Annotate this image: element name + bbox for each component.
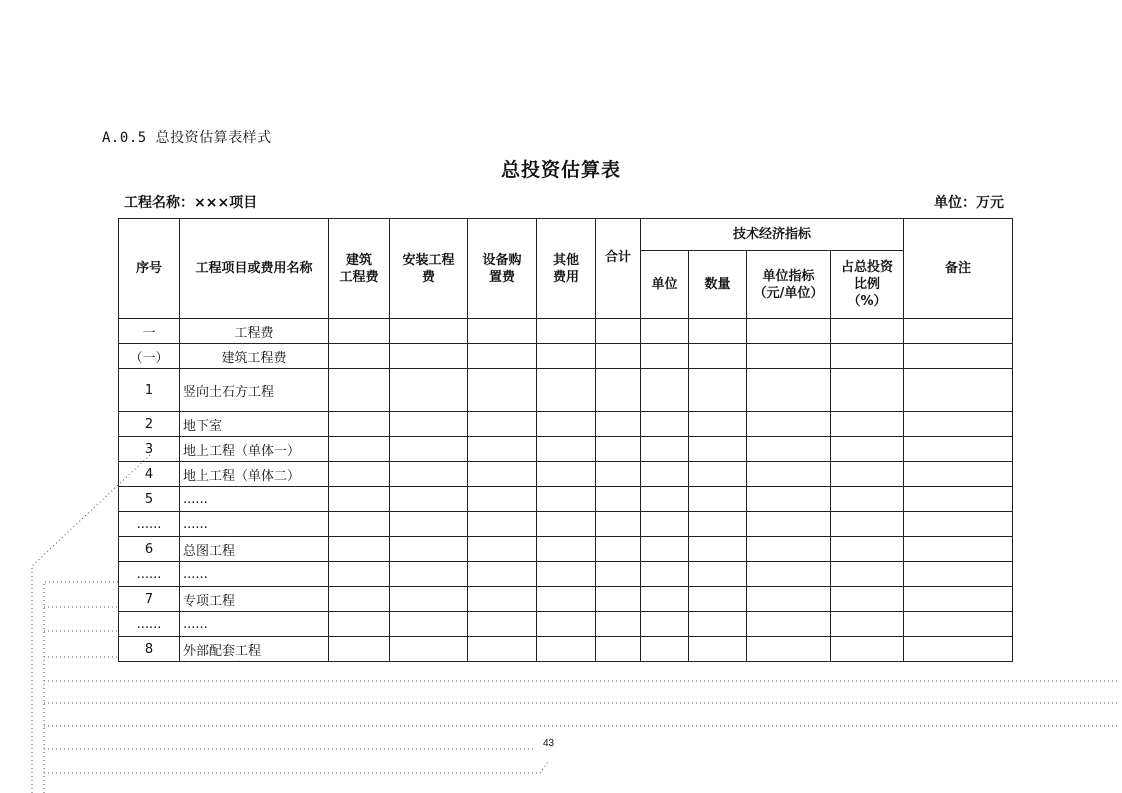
cell-other-cost [537, 612, 596, 637]
cell-equipment-cost [468, 562, 537, 587]
cell-unit-index [747, 412, 831, 437]
cell-investment-ratio [831, 344, 904, 369]
header-unit-index-text: 单位指标 （元/单位） [753, 268, 824, 301]
cell-unit [641, 537, 689, 562]
cell-installation-cost [390, 319, 468, 344]
cell-other-cost [537, 369, 596, 412]
cell-seq: 3 [119, 437, 180, 462]
cell-other-cost [537, 344, 596, 369]
cell-total [596, 612, 641, 637]
header-unit: 单位 [641, 251, 689, 319]
header-quantity: 数量 [689, 251, 747, 319]
header-tech-econ-indicators: 技术经济指标 [641, 219, 904, 251]
header-construction-cost [329, 219, 390, 319]
cell-total [596, 537, 641, 562]
cell-quantity [689, 512, 747, 537]
cell-investment-ratio [831, 369, 904, 412]
cell-item-name: 专项工程 [180, 587, 329, 612]
cell-remarks [904, 412, 1013, 437]
cell-unit [641, 437, 689, 462]
table-row [119, 537, 1013, 562]
cell-total [596, 562, 641, 587]
cell-seq: 5 [119, 487, 180, 512]
unit-label: 单位：万元 [934, 195, 1004, 211]
table-row [119, 562, 1013, 587]
cell-investment-ratio [831, 612, 904, 637]
cell-seq: 2 [119, 412, 180, 437]
cell-seq: 7 [119, 587, 180, 612]
cell-construction-cost [329, 487, 390, 512]
header-installation-cost [390, 219, 468, 319]
cell-unit-index [747, 437, 831, 462]
cell-equipment-cost [468, 587, 537, 612]
cell-total [596, 412, 641, 437]
cell-equipment-cost [468, 437, 537, 462]
cell-item-name: 总图工程 [180, 537, 329, 562]
cell-quantity [689, 637, 747, 662]
header-item-name: 工程项目或费用名称 [180, 219, 329, 319]
cell-unit-index [747, 344, 831, 369]
table-row [119, 319, 1013, 344]
cell-unit-index [747, 637, 831, 662]
cell-unit [641, 587, 689, 612]
cell-investment-ratio [831, 412, 904, 437]
cell-unit-index [747, 487, 831, 512]
header-construction-cost-text: 建筑 工程费 [339, 252, 379, 285]
cell-remarks [904, 437, 1013, 462]
cell-total [596, 437, 641, 462]
cell-unit-index [747, 319, 831, 344]
cell-remarks [904, 319, 1013, 344]
cell-item-name: ...... [180, 612, 329, 637]
cell-remarks [904, 537, 1013, 562]
cell-unit-index [747, 512, 831, 537]
cell-construction-cost [329, 512, 390, 537]
cell-installation-cost [390, 612, 468, 637]
cell-other-cost [537, 462, 596, 487]
cell-unit [641, 412, 689, 437]
document-title: 总投资估算表 [500, 159, 621, 181]
cell-investment-ratio [831, 637, 904, 662]
cell-seq: （一） [119, 344, 180, 369]
cell-item-name: 地下室 [180, 412, 329, 437]
header-total: 合计 [596, 219, 641, 319]
cell-construction-cost [329, 612, 390, 637]
table-body [119, 319, 1013, 662]
cell-installation-cost [390, 369, 468, 412]
section-heading: A.0.5 总投资估算表样式 [102, 130, 272, 146]
cell-investment-ratio [831, 537, 904, 562]
cell-equipment-cost [468, 612, 537, 637]
header-investment-ratio [831, 251, 904, 319]
cell-investment-ratio [831, 512, 904, 537]
header-equipment-cost [468, 219, 537, 319]
cell-other-cost [537, 487, 596, 512]
cell-remarks [904, 512, 1013, 537]
cell-item-name: 建筑工程费 [180, 344, 329, 369]
cell-remarks [904, 637, 1013, 662]
cell-unit [641, 637, 689, 662]
cell-seq: 一 [119, 319, 180, 344]
cell-item-name: 竖向土石方工程 [180, 369, 329, 412]
cell-equipment-cost [468, 512, 537, 537]
cell-quantity [689, 319, 747, 344]
cell-total [596, 462, 641, 487]
cell-quantity [689, 437, 747, 462]
cell-installation-cost [390, 437, 468, 462]
cell-quantity [689, 412, 747, 437]
cell-installation-cost [390, 537, 468, 562]
cell-unit-index [747, 562, 831, 587]
cell-equipment-cost [468, 537, 537, 562]
cell-unit [641, 344, 689, 369]
cell-seq: 6 [119, 537, 180, 562]
cell-quantity [689, 462, 747, 487]
cell-item-name: 地上工程（单体二） [180, 462, 329, 487]
cell-remarks [904, 487, 1013, 512]
cell-remarks [904, 462, 1013, 487]
table-row [119, 587, 1013, 612]
page-number: 43 [543, 738, 555, 749]
cell-equipment-cost [468, 412, 537, 437]
cell-other-cost [537, 412, 596, 437]
cell-total [596, 319, 641, 344]
table-row [119, 369, 1013, 412]
cell-investment-ratio [831, 587, 904, 612]
cell-construction-cost [329, 319, 390, 344]
cell-quantity [689, 587, 747, 612]
cell-quantity [689, 487, 747, 512]
cell-equipment-cost [468, 487, 537, 512]
cell-seq: 8 [119, 637, 180, 662]
cell-equipment-cost [468, 344, 537, 369]
cell-remarks [904, 562, 1013, 587]
cell-remarks [904, 612, 1013, 637]
cell-other-cost [537, 319, 596, 344]
cell-construction-cost [329, 437, 390, 462]
table-row [119, 344, 1013, 369]
cell-other-cost [537, 537, 596, 562]
cell-unit-index [747, 462, 831, 487]
table-row [119, 512, 1013, 537]
cell-unit [641, 369, 689, 412]
cell-unit-index [747, 612, 831, 637]
cell-other-cost [537, 587, 596, 612]
cell-investment-ratio [831, 319, 904, 344]
cell-item-name: ...... [180, 487, 329, 512]
cell-unit [641, 562, 689, 587]
cell-investment-ratio [831, 562, 904, 587]
cell-construction-cost [329, 412, 390, 437]
cell-unit [641, 319, 689, 344]
header-seq: 序号 [119, 219, 180, 319]
cell-unit-index [747, 369, 831, 412]
cell-quantity [689, 562, 747, 587]
table-row [119, 637, 1013, 662]
cell-other-cost [537, 512, 596, 537]
cell-remarks [904, 587, 1013, 612]
header-unit-index [747, 251, 831, 319]
cell-total [596, 512, 641, 537]
cell-other-cost [537, 637, 596, 662]
header-equipment-cost-text: 设备购 置费 [482, 252, 522, 285]
cell-remarks [904, 344, 1013, 369]
cell-item-name: 外部配套工程 [180, 637, 329, 662]
cell-installation-cost [390, 512, 468, 537]
cell-unit-index [747, 587, 831, 612]
cell-installation-cost [390, 637, 468, 662]
cell-quantity [689, 369, 747, 412]
investment-estimate-table [118, 218, 1013, 662]
table-row [119, 412, 1013, 437]
cell-seq: 4 [119, 462, 180, 487]
cell-unit [641, 487, 689, 512]
header-remarks: 备注 [904, 219, 1013, 319]
header-other-cost [537, 219, 596, 319]
cell-investment-ratio [831, 462, 904, 487]
cell-seq: ...... [119, 562, 180, 587]
cell-unit [641, 612, 689, 637]
cell-construction-cost [329, 587, 390, 612]
cell-installation-cost [390, 487, 468, 512]
cell-seq: 1 [119, 369, 180, 412]
cell-seq: ...... [119, 512, 180, 537]
cell-unit-index [747, 537, 831, 562]
cell-equipment-cost [468, 369, 537, 412]
cell-installation-cost [390, 587, 468, 612]
header-installation-cost-text: 安装工程 费 [402, 252, 455, 285]
cell-other-cost [537, 562, 596, 587]
header-investment-ratio-text: 占总投资 比例 （%） [841, 260, 894, 309]
cell-total [596, 344, 641, 369]
cell-installation-cost [390, 562, 468, 587]
cell-quantity [689, 344, 747, 369]
cell-quantity [689, 537, 747, 562]
cell-construction-cost [329, 344, 390, 369]
cell-installation-cost [390, 462, 468, 487]
cell-construction-cost [329, 537, 390, 562]
cell-quantity [689, 612, 747, 637]
cell-total [596, 369, 641, 412]
cell-other-cost [537, 437, 596, 462]
table-row [119, 462, 1013, 487]
cell-item-name: 工程费 [180, 319, 329, 344]
cell-equipment-cost [468, 462, 537, 487]
cell-investment-ratio [831, 437, 904, 462]
cell-equipment-cost [468, 637, 537, 662]
cell-total [596, 637, 641, 662]
cell-installation-cost [390, 344, 468, 369]
table-row [119, 487, 1013, 512]
cell-construction-cost [329, 562, 390, 587]
cell-construction-cost [329, 637, 390, 662]
table-row [119, 612, 1013, 637]
cell-installation-cost [390, 412, 468, 437]
cell-seq: ...... [119, 612, 180, 637]
cell-construction-cost [329, 369, 390, 412]
cell-item-name: ...... [180, 562, 329, 587]
header-other-cost-text: 其他 费用 [552, 252, 579, 285]
cell-unit [641, 462, 689, 487]
table-row [119, 437, 1013, 462]
cell-total [596, 587, 641, 612]
project-name-label: 工程名称：×××项目 [124, 195, 258, 211]
cell-item-name: 地上工程（单体一） [180, 437, 329, 462]
cell-unit [641, 512, 689, 537]
cell-investment-ratio [831, 487, 904, 512]
cell-item-name: ...... [180, 512, 329, 537]
cell-total [596, 487, 641, 512]
cell-equipment-cost [468, 319, 537, 344]
cell-construction-cost [329, 462, 390, 487]
cell-remarks [904, 369, 1013, 412]
